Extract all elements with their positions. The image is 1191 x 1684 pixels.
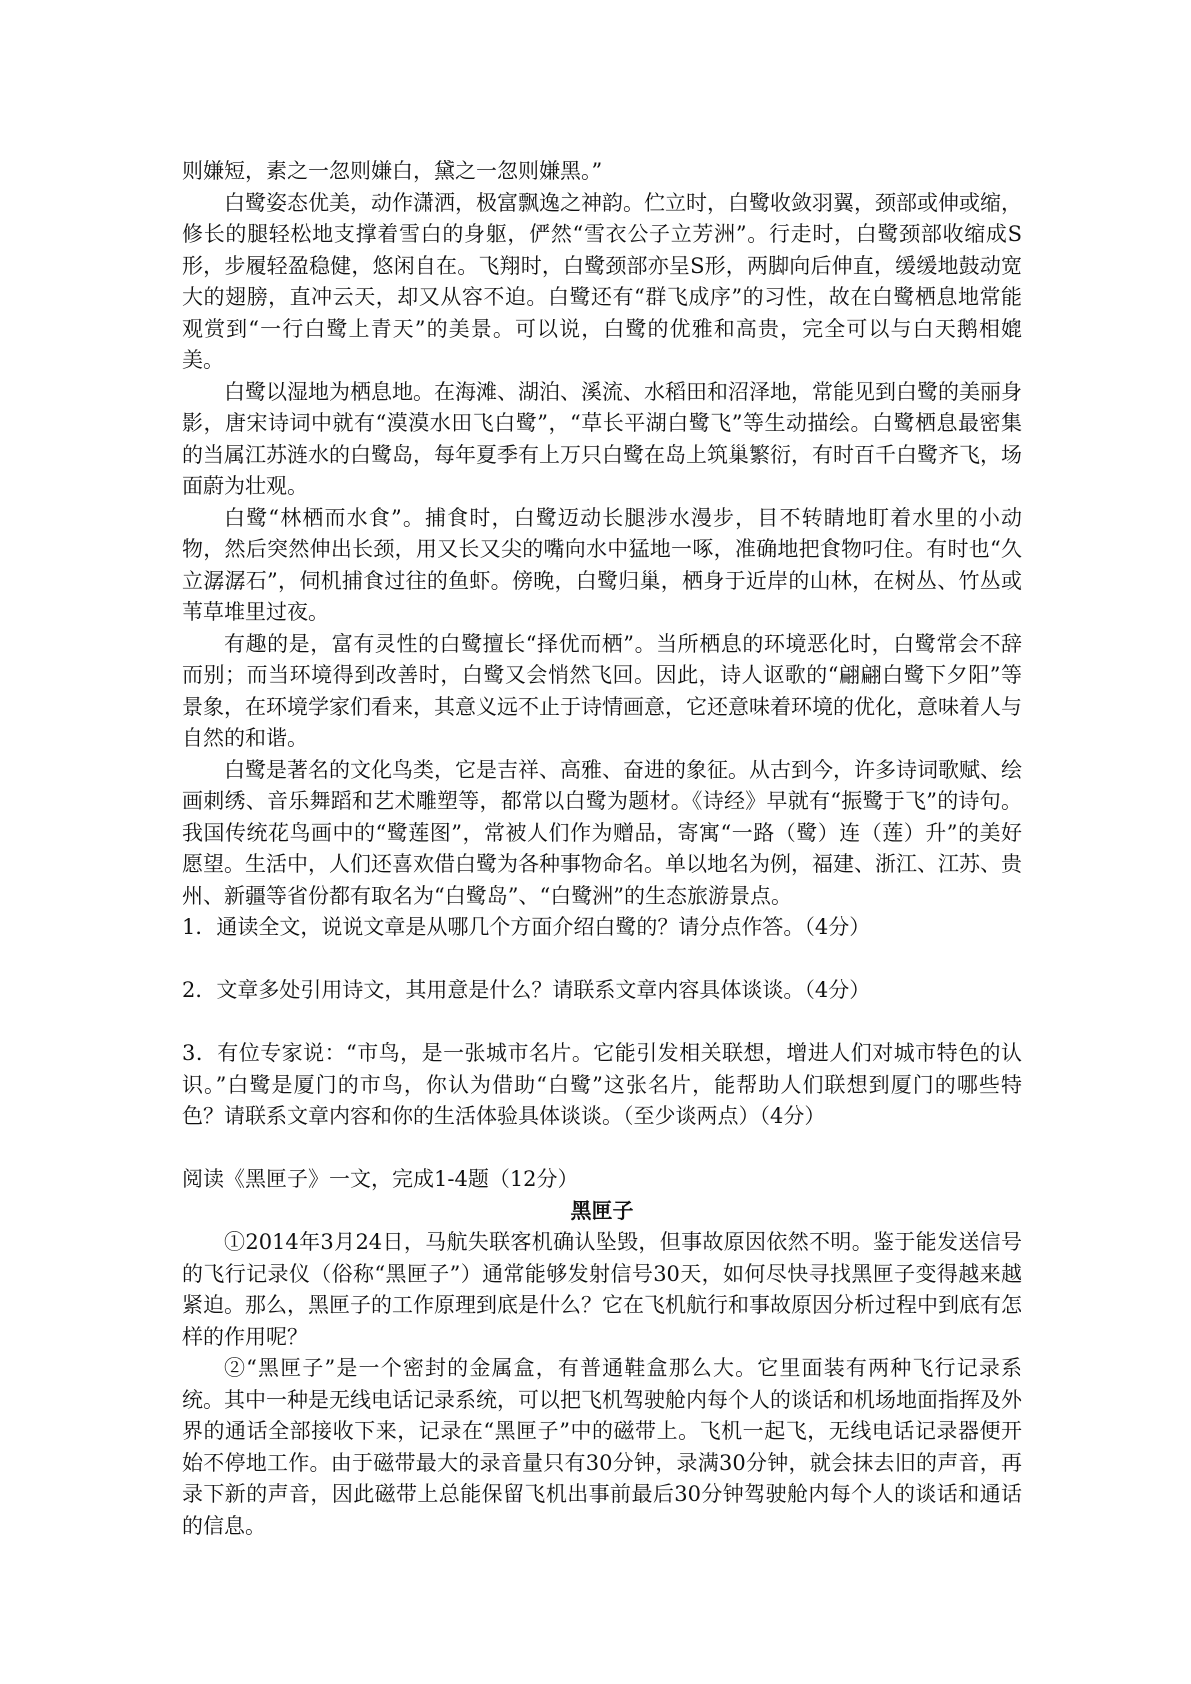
question-3: 3．有位专家说：“市鸟，是一张城市名片。它能引发相关联想，增进人们对城市特色的认识。”白鹭是厦门的市鸟，你认为借助“白鹭”这张名片，能帮助人们联想到厦门的哪些特色？请联系文章内容和你的生活体验具体谈谈。（至少谈两点）（4分）	[182, 1041, 1022, 1128]
question-1: 1．通读全文，说说文章是从哪几个方面介绍白鹭的？请分点作答。（4分）	[182, 915, 871, 939]
answer-space-2	[182, 1007, 1022, 1039]
passage2-title: 黑匣子	[570, 1198, 634, 1223]
answer-space-3	[182, 1133, 1022, 1165]
question-2: 2．文章多处引用诗文，其用意是什么？请联系文章内容具体谈谈。（4分）	[182, 978, 871, 1002]
passage1-paragraph-5: 白鹭是著名的文化鸟类，它是吉祥、高雅、奋进的象征。从古到今，许多诗词歌赋、绘画刺绣、音乐舞蹈和艺术雕塑等，都常以白鹭为题材。《诗经》早就有“振鹭于飞”的诗句。我国传统花鸟画中的“鹭莲图”，常被人们作为赠品，寄寓“一路（鹭）连（莲）升”的美好愿望。生活中，人们还喜欢借白鹭为各种事物命名。单以地名为例，福建、浙江、江苏、贵州、新疆等省份都有取名为“白鹭岛”、“白鹭洲”的生态旅游景点。	[182, 757, 1022, 908]
passage1-paragraph-2: 白鹭以湿地为栖息地。在海滩、湖泊、溪流、水稻田和沼泽地，常能见到白鹭的美丽身影，唐宋诗词中就有“漠漠水田飞白鹭”，“草长平湖白鹭飞”等生动描绘。白鹭栖息最密集的当属江苏涟水的白鹭岛，每年夏季有上万只白鹭在岛上筑巢繁衍，有时百千白鹭齐飞，场面蔚为壮观。	[182, 379, 1022, 498]
passage1-continuation: 则嫌短，素之一忽则嫌白，黛之一忽则嫌黑。”	[182, 159, 603, 183]
passage1-paragraph-3: 白鹭“林栖而水食”。捕食时，白鹭迈动长腿涉水漫步，目不转睛地盯着水里的小动物，然后突然伸出长颈，用又长又尖的嘴向水中猛地一啄，准确地把食物叼住。有时也“久立潺潺石”，伺机捕食过往的鱼虾。傍晚，白鹭归巢，栖身于近岸的山林，在树丛、竹丛或苇草堆里过夜。	[182, 505, 1022, 624]
passage2-paragraph-1: ①2014年3月24日，马航失联客机确认坠毁，但事故原因依然不明。鉴于能发送信号的飞行记录仪（俗称“黑匣子”）通常能够发射信号30天，如何尽快寻找黑匣子变得越来越紧迫。那么，黑匣子的工作原理到底是什么？它在飞机航行和事故原因分析过程中到底有怎样的作用呢？	[182, 1230, 1022, 1349]
passage2-instruction: 阅读《黑匣子》一文，完成1-4题（12分）	[182, 1167, 579, 1191]
answer-space-1	[182, 944, 1022, 976]
passage1-paragraph-1: 白鹭姿态优美，动作潇洒，极富飘逸之神韵。伫立时，白鹭收敛羽翼，颈部或伸或缩，修长的腿轻松地支撑着雪白的身躯，俨然“雪衣公子立芳洲”。行走时，白鹭颈部收缩成S形，步履轻盈稳健，悠闲自在。飞翔时，白鹭颈部亦呈S形，两脚向后伸直，缓缓地鼓动宽大的翅膀，直冲云天，却又从容不迫。白鹭还有“群飞成序”的习性，故在白鹭栖息地常能观赏到“一行白鹭上青天”的美景。可以说，白鹭的优雅和高贵，完全可以与白天鹅相媲美。	[182, 190, 1022, 372]
passage1-paragraph-4: 有趣的是，富有灵性的白鹭擅长“择优而栖”。当所栖息的环境恶化时，白鹭常会不辞而别；而当环境得到改善时，白鹭又会悄然飞回。因此，诗人讴歌的“翩翩白鹭下夕阳”等景象，在环境学家们看来，其意义远不止于诗情画意，它还意味着环境的优化，意味着人与自然的和谐。	[182, 631, 1022, 750]
passage2-paragraph-2: ②“黑匣子”是一个密封的金属盒，有普通鞋盒那么大。它里面装有两种飞行记录系统。其中一种是无线电话记录系统，可以把飞机驾驶舱内每个人的谈话和机场地面指挥及外界的通话全部接收下来，记录在“黑匣子”中的磁带上。飞机一起飞，无线电话记录器便开始不停地工作。由于磁带最大的录音量只有30分钟，录满30分钟，就会抹去旧的声音，再录下新的声音，因此磁带上总能保留飞机出事前最后30分钟驾驶舱内每个人的谈话和通话的信息。	[182, 1356, 1022, 1538]
document-page	[182, 156, 1022, 1542]
